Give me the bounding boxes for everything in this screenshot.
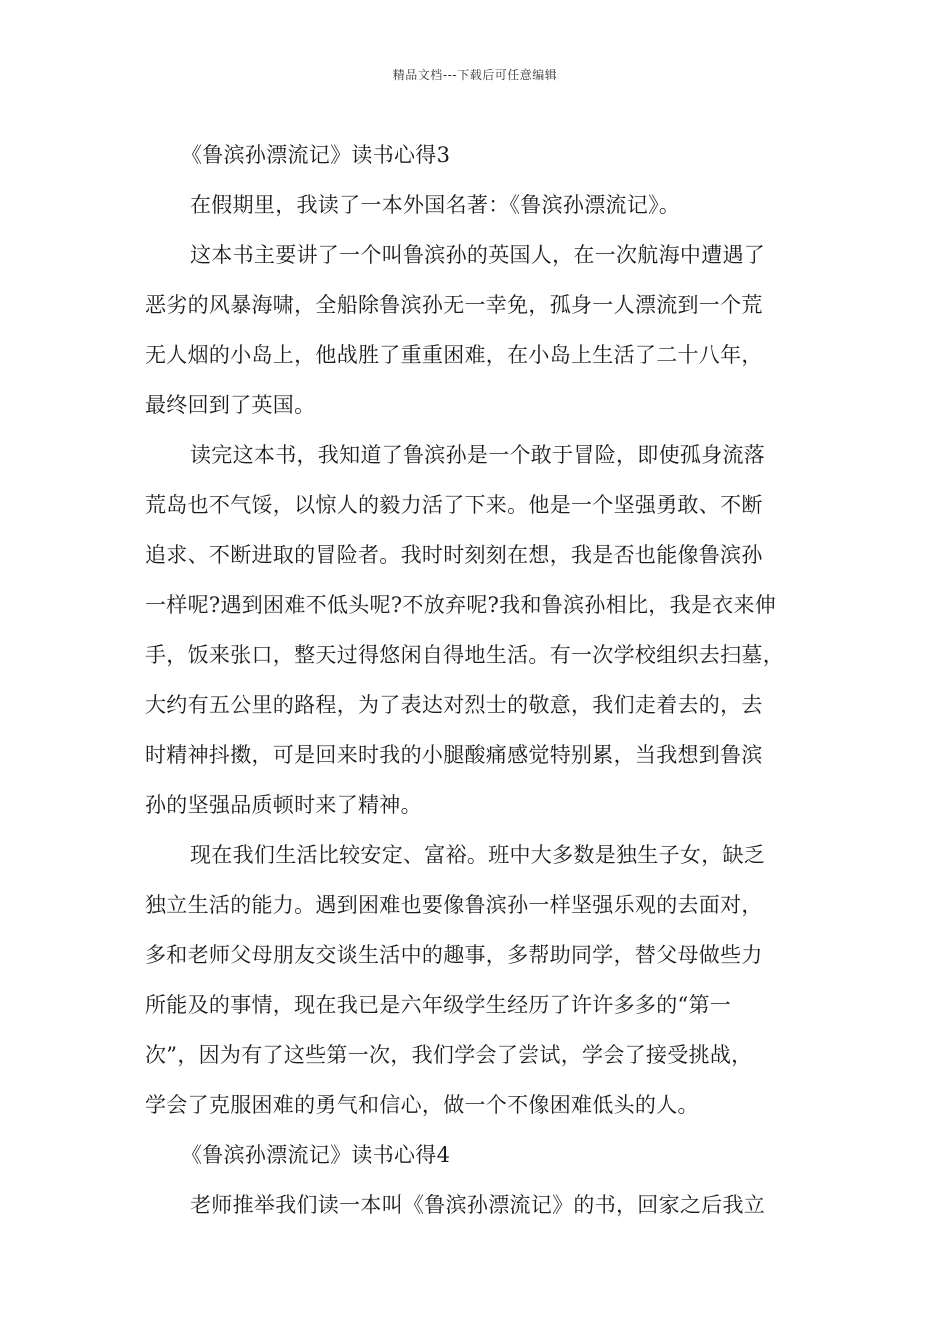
document-body — [145, 130, 825, 1230]
paragraph-line: 一样呢?遇到困难不低头呢?不放弃呢?我和鲁滨孙相比，我是衣来伸 — [145, 593, 777, 617]
paragraph — [145, 230, 825, 430]
title-text: 《鲁滨孙漂流记》读书心得4 — [181, 1143, 451, 1167]
paragraph-line: 大约有五公里的路程，为了表达对烈士的敬意，我们走着去的，去 — [145, 693, 763, 717]
paragraph-line: 独立生活的能力。遇到困难也要像鲁滨孙一样坚强乐观的去面对， — [145, 893, 763, 917]
paragraph — [145, 830, 825, 1130]
paragraph — [145, 430, 825, 830]
paragraph-line: 无人烟的小岛上，他战胜了重重困难，在小岛上生活了二十八年， — [145, 343, 763, 367]
paragraph-line: 最终回到了英国。 — [145, 393, 316, 417]
section-title — [145, 130, 825, 180]
paragraph-line: 读完这本书，我知道了鲁滨孙是一个敢于冒险，即使孤身流落 — [190, 443, 766, 467]
paragraph-line: 所能及的事情，现在我已是六年级学生经历了许许多多的“第一 — [145, 993, 732, 1017]
paragraph-line: 老师推举我们读一本叫《鲁滨孙漂流记》的书，回家之后我立 — [190, 1193, 766, 1217]
paragraph — [145, 1180, 825, 1230]
paragraph — [145, 180, 825, 230]
paragraph-line: 学会了克服困难的勇气和信心，做一个不像困难低头的人。 — [145, 1093, 699, 1117]
paragraph-line: 孙的坚强品质顿时来了精神。 — [145, 793, 422, 817]
title-text: 《鲁滨孙漂流记》读书心得3 — [181, 143, 451, 167]
paragraph-line: 多和老师父母朋友交谈生活中的趣事，多帮助同学，替父母做些力 — [145, 943, 763, 967]
page-header: 精品文档---下载后可任意编辑 — [392, 68, 558, 82]
paragraph-line: 现在我们生活比较安定、富裕。班中大多数是独生子女，缺乏 — [190, 843, 766, 867]
paragraph-line: 荒岛也不气馁，以惊人的毅力活了下来。他是一个坚强勇敢、不断 — [145, 493, 763, 517]
paragraph-line: 在假期里，我读了一本外国名著：《鲁滨孙漂流记》。 — [190, 193, 681, 217]
paragraph-line: 次”，因为有了这些第一次，我们学会了尝试，学会了接受挑战， — [145, 1043, 753, 1067]
paragraph-line: 时精神抖擞，可是回来时我的小腿酸痛感觉特别累，当我想到鲁滨 — [145, 743, 763, 767]
paragraph-line: 追求、不断进取的冒险者。我时时刻刻在想，我是否也能像鲁滨孙 — [145, 543, 763, 567]
paragraph-line: 这本书主要讲了一个叫鲁滨孙的英国人，在一次航海中遭遇了 — [190, 243, 766, 267]
section-title — [145, 1130, 825, 1180]
paragraph-line: 恶劣的风暴海啸，全船除鲁滨孙无一幸免，孤身一人漂流到一个荒 — [145, 293, 763, 317]
paragraph-line: 手，饭来张口，整天过得悠闲自得地生活。有一次学校组织去扫墓， — [145, 643, 784, 667]
